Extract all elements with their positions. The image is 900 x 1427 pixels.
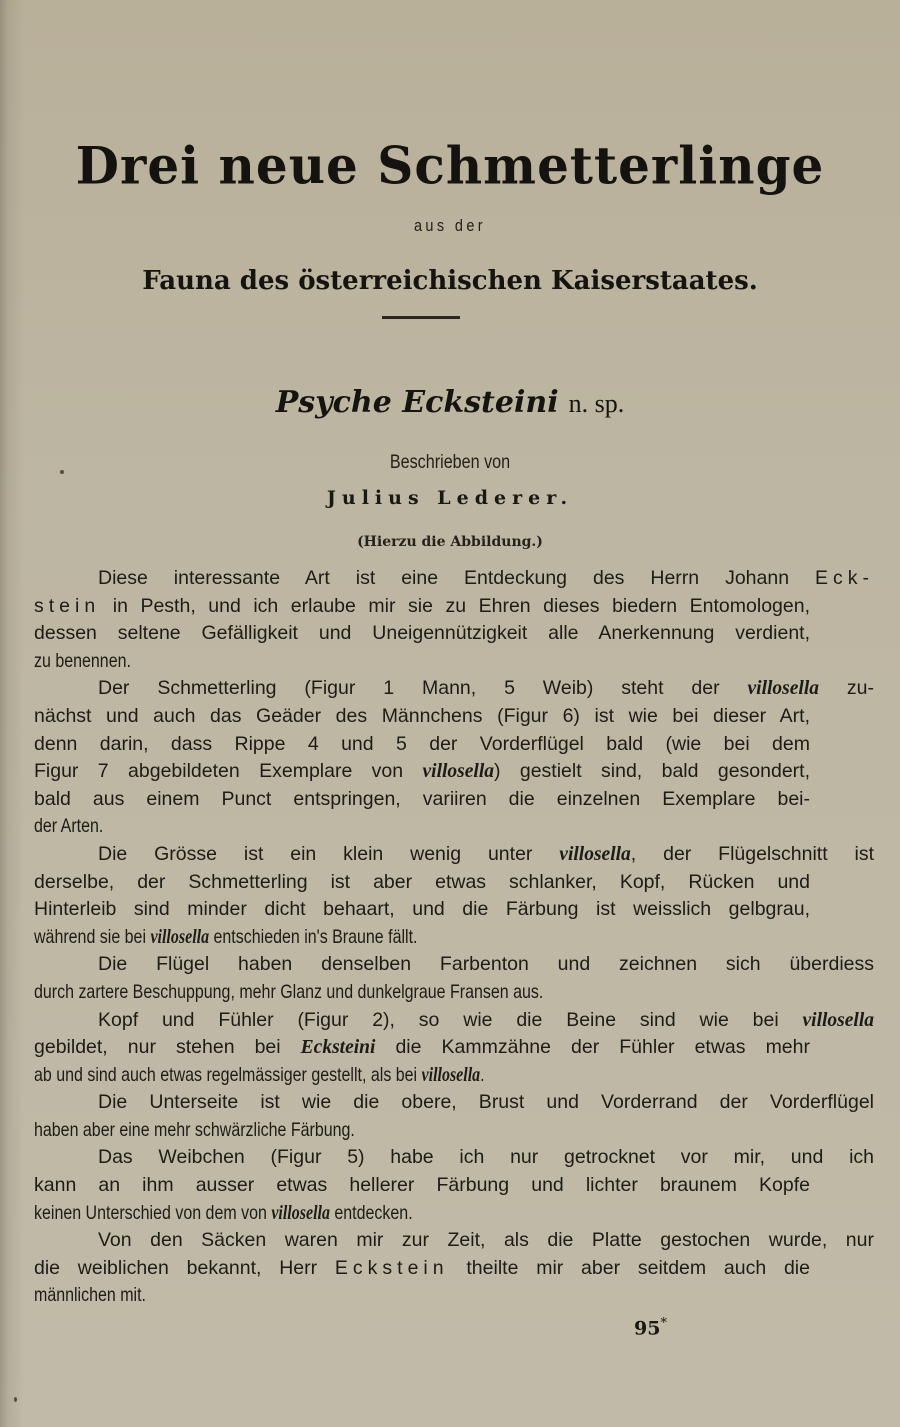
text-line bbox=[34, 758, 810, 786]
italic-term: villosella bbox=[422, 761, 494, 783]
spaced-name: stein bbox=[34, 594, 101, 617]
page-number bbox=[634, 1316, 667, 1339]
described-by-label: Beschrieben von bbox=[389, 452, 511, 473]
text-line bbox=[34, 924, 810, 952]
signature-mark: * bbox=[660, 1316, 667, 1331]
text-run: während sie bei bbox=[34, 925, 151, 948]
text-run: der Arten. bbox=[34, 815, 104, 838]
subtitle-fauna: Fauna des österreichischen Kaiserstaates. bbox=[142, 266, 758, 296]
text-run: entdecken. bbox=[329, 1201, 413, 1224]
text-run: theilte mir aber seitdem auch die bbox=[448, 1256, 810, 1279]
text-run: keinen Unterschied von dem von bbox=[34, 1201, 272, 1224]
text-run: nächst und auch das Geäder des Männchens (Figur 6) ist wie bei dieser Art, bbox=[34, 704, 810, 727]
text-line bbox=[34, 979, 810, 1007]
text-run: Die Unterseite ist wie die obere, Brust und Vorderrand der Vorderflügel bbox=[98, 1091, 874, 1114]
species-heading bbox=[0, 385, 900, 420]
text-run: Das Weibchen (Figur 5) habe ich nur getrocknet vor mir, und ich bbox=[98, 1146, 874, 1169]
text-run: ) gestielt sind, bald gesondert, bbox=[494, 760, 810, 783]
author-name: Julius Lederer. bbox=[326, 487, 574, 509]
text-line bbox=[34, 951, 874, 979]
text-line bbox=[34, 675, 874, 703]
text-run: Die Flügel haben denselben Farbenton und zeichnen sich überdiess bbox=[98, 953, 874, 976]
text-run: Diese interessante Art ist eine Entdeckung des Herrn Johann bbox=[98, 567, 815, 589]
text-run: zu benennen. bbox=[34, 649, 131, 672]
text-run: Die Grösse ist ein klein wenig unter bbox=[98, 842, 560, 865]
text-run: in Pesth, und ich erlaube mir sie zu Ehren dieses biedern Entomologen, bbox=[100, 594, 810, 617]
species-suffix: n. sp. bbox=[568, 389, 625, 418]
text-run: dessen seltene Gefälligkeit und Uneigennützigkeit alle Anerkennung verdient, bbox=[34, 622, 810, 645]
italic-term: villosella bbox=[421, 1064, 481, 1086]
text-run: , der Flügelschnitt ist bbox=[630, 842, 875, 865]
text-run: ab und sind auch etwas regelmässiger gestellt, als bei bbox=[34, 1063, 422, 1086]
text-run: durch zartere Beschuppung, mehr Glanz und dunkelgraue Fransen aus. bbox=[34, 980, 544, 1003]
text-run: denn darin, dass Rippe 4 und 5 der Vorderflügel bald (wie bei dem bbox=[34, 732, 810, 755]
main-title: Drei neue Schmetterlinge bbox=[75, 135, 825, 196]
text-run: Von den Säcken waren mir zur Zeit, als die Platte gestochen wurde, nur bbox=[98, 1229, 874, 1252]
text-line bbox=[34, 1227, 874, 1255]
text-run: entschieden in's Braune fällt. bbox=[209, 925, 418, 948]
text-line bbox=[34, 869, 810, 897]
text-run: Der Schmetterling (Figur 1 Mann, 5 Weib) steht der bbox=[98, 677, 748, 700]
figure-note: (Hierzu die Abbildung.) bbox=[357, 534, 543, 550]
text-line bbox=[34, 786, 810, 814]
text-run: haben aber eine mehr schwärzliche Färbung. bbox=[34, 1118, 355, 1141]
text-line bbox=[34, 813, 810, 841]
paper-speck bbox=[60, 470, 64, 474]
text-run: Hinterleib sind minder dicht behaart, und die Färbung ist weisslich gelbgrau, bbox=[34, 898, 810, 921]
text-line bbox=[34, 620, 810, 648]
text-line bbox=[34, 565, 874, 593]
text-run: Kopf und Fühler (Figur 2), so wie die Beine sind wie bei bbox=[98, 1008, 803, 1031]
text-run: die weiblichen bekannt, Herr bbox=[34, 1256, 335, 1279]
text-line bbox=[34, 593, 810, 621]
paper-speck bbox=[14, 1397, 17, 1402]
text-line bbox=[34, 1062, 810, 1090]
text-run: derselbe, der Schmetterling ist aber etwas schlanker, Kopf, Rücken und bbox=[34, 870, 810, 893]
text-line bbox=[34, 1144, 874, 1172]
text-line bbox=[34, 1200, 810, 1228]
species-name: Psyche Ecksteini bbox=[275, 385, 559, 420]
text-run: gebildet, nur stehen bei bbox=[34, 1036, 301, 1059]
text-line bbox=[34, 1172, 810, 1200]
body-text bbox=[34, 565, 875, 1310]
text-line bbox=[34, 731, 810, 759]
italic-term: villosella bbox=[271, 1202, 330, 1224]
text-line bbox=[34, 648, 810, 676]
text-run: bald aus einem Punct entspringen, variiren die einzelnen Exemplare bei- bbox=[34, 787, 810, 810]
text-line bbox=[34, 1282, 810, 1310]
italic-term: villosella bbox=[150, 926, 210, 948]
text-run: die Kammzähne der Fühler etwas mehr bbox=[375, 1036, 810, 1059]
text-line bbox=[34, 703, 810, 731]
italic-term: villosella bbox=[559, 843, 631, 865]
text-run: kann an ihm ausser etwas hellerer Färbung und lichter braunem Kopfe bbox=[34, 1174, 810, 1197]
text-line bbox=[34, 1117, 810, 1145]
text-line bbox=[34, 841, 874, 869]
page-number-value: 95 bbox=[634, 1317, 661, 1340]
italic-term: Ecksteini bbox=[300, 1037, 376, 1059]
text-line bbox=[34, 1255, 810, 1283]
spaced-name: Eck- bbox=[815, 567, 874, 589]
spaced-name: Eckstein bbox=[334, 1256, 449, 1279]
text-line bbox=[34, 1007, 874, 1035]
text-line bbox=[34, 1089, 874, 1117]
text-run: . bbox=[480, 1063, 485, 1086]
section-divider bbox=[382, 316, 460, 319]
subtitle-aus-der: aus der bbox=[413, 216, 486, 235]
text-run: Figur 7 abgebildeten Exemplare von bbox=[34, 760, 423, 783]
italic-term: villosella bbox=[747, 678, 820, 700]
text-line bbox=[34, 896, 810, 924]
italic-term: villosella bbox=[802, 1009, 874, 1031]
text-run: männlichen mit. bbox=[34, 1284, 146, 1307]
text-line bbox=[34, 1034, 810, 1062]
text-run: zu- bbox=[819, 677, 874, 700]
